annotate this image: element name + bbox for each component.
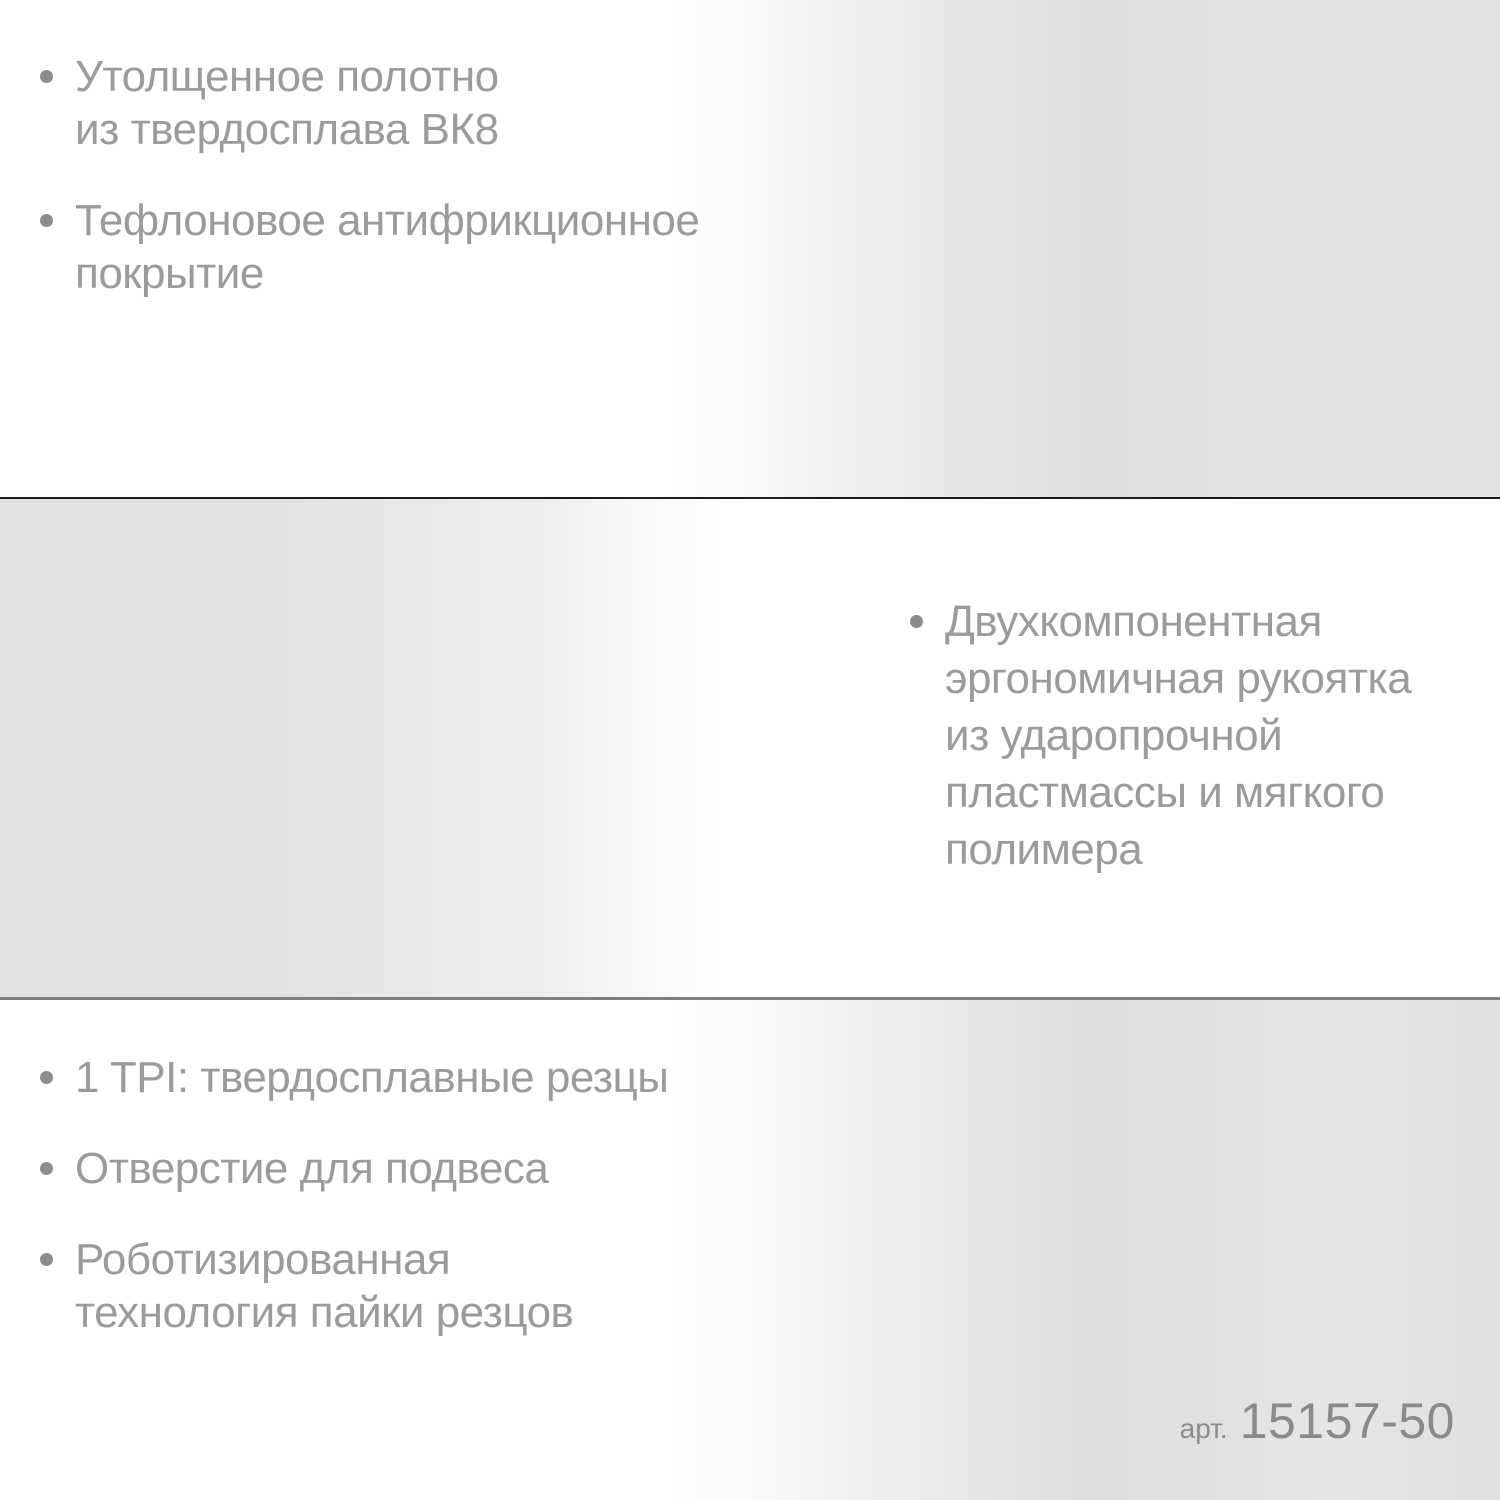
feature-item [40,1233,668,1339]
bullet-dot-icon [40,1162,53,1175]
middle-feature-list [910,593,1411,916]
feature-line: 1 TPI: твердосплавные резцы [75,1053,669,1102]
article-number [1180,1392,1455,1450]
top-features-band [0,0,1500,497]
feature-line: Двухкомпонентная [945,597,1322,646]
middle-features-band [0,499,1500,997]
bullet-dot-icon [40,70,53,83]
feature-item [40,1051,668,1104]
feature-item [910,593,1411,878]
feature-line: из ударопрочной [945,711,1283,760]
feature-item [40,50,699,156]
top-feature-list [40,50,699,338]
feature-item [40,1142,668,1195]
bullet-dot-icon [910,615,923,628]
bottom-features-band [0,1000,1500,1500]
bullet-dot-icon [40,214,53,227]
feature-line: покрытие [75,249,264,298]
feature-line: пластмассы и мягкого [945,768,1385,817]
article-label: арт. [1179,1413,1228,1444]
feature-line: Тефлоновое антифрикционное [75,196,700,245]
feature-line: Роботизированная [75,1235,451,1284]
bottom-feature-list [40,1051,668,1377]
bullet-dot-icon [40,1253,53,1266]
feature-line: из твердосплава ВК8 [75,105,499,154]
feature-line: технология пайки резцов [75,1288,574,1337]
feature-line: полимера [945,825,1143,874]
feature-line: Отверстие для подвеса [75,1144,549,1193]
feature-line: эргономичная рукоятка [945,654,1412,703]
article-value: 15157-50 [1239,1393,1455,1449]
bullet-dot-icon [40,1071,53,1084]
feature-item [40,194,699,300]
feature-line: Утолщенное полотно [75,52,499,101]
